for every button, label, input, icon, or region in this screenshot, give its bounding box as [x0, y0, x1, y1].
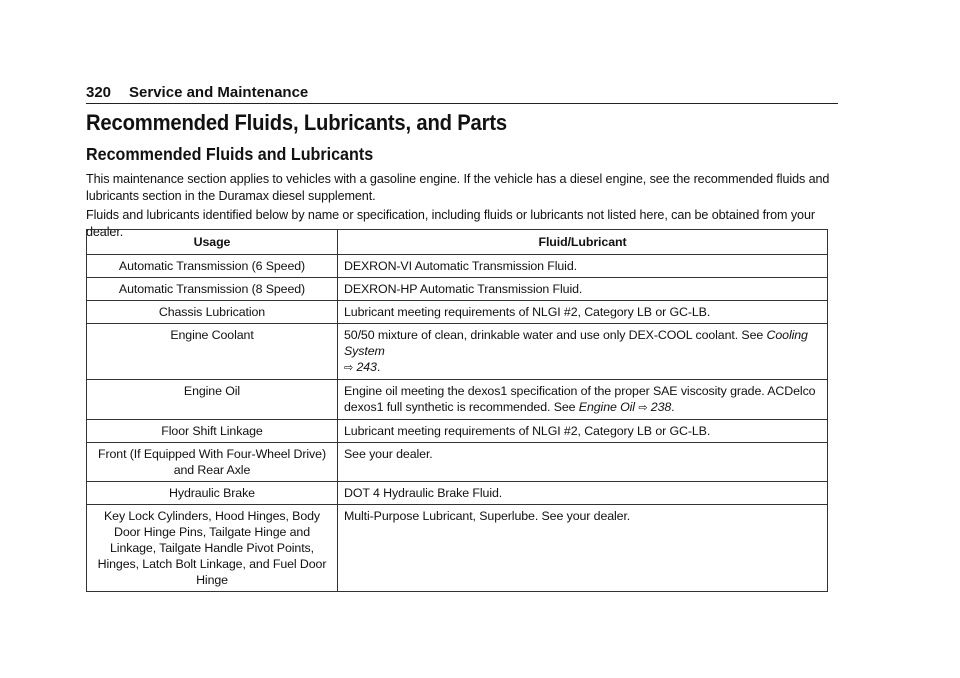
usage-cell: Automatic Transmission (8 Speed)	[87, 278, 338, 301]
fluid-cell: See your dealer.	[338, 443, 828, 482]
page-header	[86, 82, 838, 104]
fluid-text: 50/50 mixture of clean, drinkable water and use only DEX-COOL coolant. See	[344, 328, 767, 342]
page-title: Recommended Fluids, Lubricants, and Parts	[86, 110, 507, 135]
usage-cell: Front (If Equipped With Four-Wheel Drive) and Rear Axle	[87, 443, 338, 482]
table-row	[87, 324, 828, 380]
fluid-suffix: .	[376, 360, 381, 374]
manual-page	[86, 0, 838, 678]
section-subtitle: Recommended Fluids and Lubricants	[86, 144, 374, 164]
fluid-cell: Lubricant meeting requirements of NLGI #2, Category LB or GC-LB.	[338, 420, 828, 443]
usage-cell: Key Lock Cylinders, Hood Hinges, Body Door Hinge Pins, Tailgate Hinge and Linkage, Tailgate Handle Pivot Points, Hinges, Latch Bolt Linkage, and Fuel Door Hinge	[87, 505, 338, 592]
usage-cell: Engine Coolant	[87, 324, 338, 380]
usage-cell: Automatic Transmission (6 Speed)	[87, 255, 338, 278]
page-ref-arrow-icon: ⇨	[344, 362, 354, 374]
section-title: Service and Maintenance	[129, 84, 309, 101]
usage-cell: Floor Shift Linkage	[87, 420, 338, 443]
fluid-cell: DEXRON-HP Automatic Transmission Fluid.	[338, 278, 828, 301]
cross-reference-page[interactable]: 243	[356, 360, 377, 374]
fluid-cell: DOT 4 Hydraulic Brake Fluid.	[338, 482, 828, 505]
table-row	[87, 420, 828, 443]
column-header-fluid: Fluid/Lubricant	[338, 230, 828, 255]
table-row	[87, 255, 828, 278]
fluid-suffix: .	[671, 400, 675, 414]
table-row	[87, 301, 828, 324]
fluid-text: Engine oil meeting the dexos1 specification of the proper SAE viscosity grade. ACDelco dexos1 full synthetic is recommended. See	[344, 384, 816, 414]
intro-paragraph: This maintenance section applies to vehicles with a gasoline engine. If the vehicle has a diesel engine, see the recommended fluids and lubricants section in the Duramax diesel supplement.	[86, 172, 830, 203]
fluid-cell	[338, 380, 828, 420]
usage-cell: Chassis Lubrication	[87, 301, 338, 324]
fluid-cell	[338, 324, 828, 380]
dealer-paragraph: Fluids and lubricants identified below by name or specification, including fluids or lubricants not listed here, can be obtained from your dealer.	[86, 208, 815, 239]
cross-reference-link[interactable]: Engine Oil	[578, 400, 635, 414]
fluids-table	[86, 229, 828, 592]
cross-reference-link[interactable]: Cooling System	[344, 328, 808, 358]
fluid-cell: Lubricant meeting requirements of NLGI #2, Category LB or GC-LB.	[338, 301, 828, 324]
table-header-row	[87, 230, 828, 255]
page-ref-arrow-icon: ⇨	[638, 402, 648, 414]
fluid-cell: DEXRON-VI Automatic Transmission Fluid.	[338, 255, 828, 278]
page-number: 320	[86, 84, 112, 101]
usage-cell: Hydraulic Brake	[87, 482, 338, 505]
column-header-usage: Usage	[87, 230, 338, 255]
usage-cell: Engine Oil	[87, 380, 338, 420]
table-row	[87, 482, 828, 505]
fluid-cell: Multi-Purpose Lubricant, Superlube. See your dealer.	[338, 505, 828, 592]
cross-reference-page[interactable]: 238	[650, 400, 672, 414]
table-row	[87, 380, 828, 420]
table-row	[87, 505, 828, 592]
table-row	[87, 278, 828, 301]
table-row	[87, 443, 828, 482]
